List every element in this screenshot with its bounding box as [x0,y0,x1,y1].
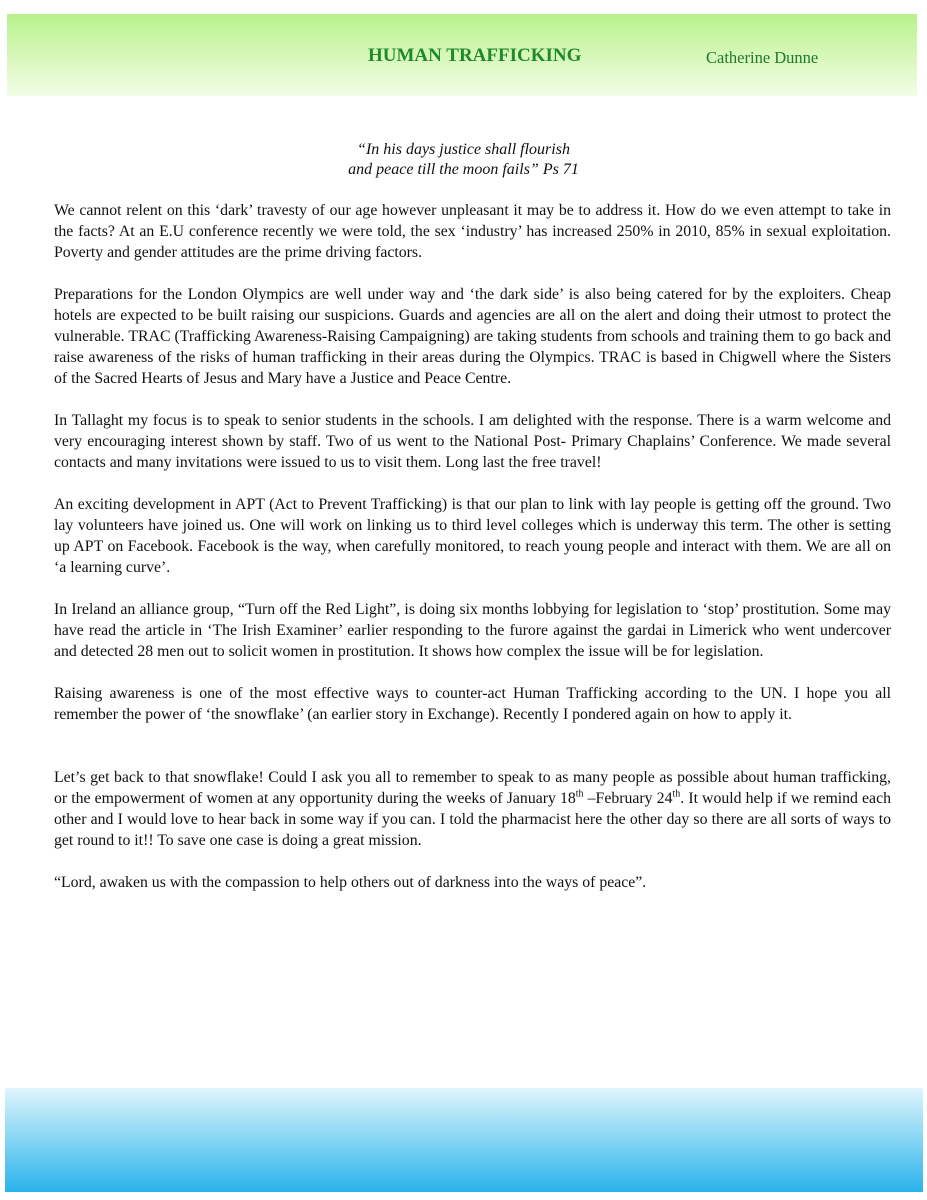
quote-line: and peace till the moon fails” Ps 71 [348,161,579,178]
author-name: Catherine Dunne [706,48,819,67]
scripture-quote [0,140,927,180]
text-run: Let’s get back to that snowflake! Could I ask you all to remember to speak to as many people as possible about human trafficking, or the empowerment of women at any opportunity during the weeks of January 18 [54,769,891,807]
paragraph: In Ireland an alliance group, “Turn off the Red Light”, is doing six months lobbying for legislation to ‘stop’ prostitution. Some may have read the article in ‘The Irish Examiner’ earlier responding to the furore against the gardai in Limerick who went undercover and detected 28 men out to solicit women in prostitution. It shows how complex the issue will be for legislation. [54,601,891,660]
paragraph: In Tallaght my focus is to speak to senior students in the schools. I am delighted with the response. There is a warm welcome and very encouraging interest shown by staff. Two of us went to the National Post- Primary Chaplains’ Conference. We made several contacts and many invitations were issued to us to visit them. Long last the free travel! [54,412,891,471]
snowflake-paragraph [54,767,891,851]
paragraph: We cannot relent on this ‘dark’ travesty of our age however unpleasant it may be to address it. How do we even attempt to take in the facts? At an E.U conference recently we were told, the sex ‘industry’ has increased 250% in 2010, 85% in sexual exploitation. Poverty and gender attitudes are the prime driving factors. [54,202,891,261]
page-title: HUMAN TRAFFICKING [368,45,582,66]
paragraph: Raising awareness is one of the most effective ways to counter-act Human Trafficking according to the UN. I hope you all remember the power of ‘the snowflake’ (an earlier story in Exchange). Recently I pondered again on how to apply it. [54,685,891,723]
article-body [54,200,891,914]
quote-line: “In his days justice shall flourish [357,141,570,158]
text-run: –February 24 [583,790,673,807]
superscript: th [575,788,584,800]
footer-banner [5,1088,923,1192]
superscript: th [672,788,681,800]
paragraph: Preparations for the London Olympics are well under way and ‘the dark side’ is also being catered for by the exploiters. Cheap hotels are expected to be built raising our suspicions. Guards and agencies are all on the alert and doing their utmost to protect the vulnerable. TRAC (Trafficking Awareness-Raising Campaigning) are taking students from schools and training them to go back and raise awareness of the risks of human trafficking in their areas during the Olympics. TRAC is based in Chigwell where the Sisters of the Sacred Hearts of Jesus and Mary have a Justice and Peace Centre. [54,286,891,387]
text-run: . It would help if we remind each other and I would love to hear back in some way if you can. I told the pharmacist here the other day so there are all sorts of ways to get round to it!! To save one case is doing a great mission. [54,790,891,849]
paragraph: An exciting development in APT (Act to Prevent Trafficking) is that our plan to link with lay people is getting off the ground. Two lay volunteers have joined us. One will work on linking us to third level colleges which is underway this term. The other is setting up APT on Facebook. Facebook is the way, when carefully monitored, to reach young people and interact with them. We are all on ‘a learning curve’. [54,496,891,576]
closing-prayer: “Lord, awaken us with the compassion to help others out of darkness into the ways of peace”. [54,874,647,891]
